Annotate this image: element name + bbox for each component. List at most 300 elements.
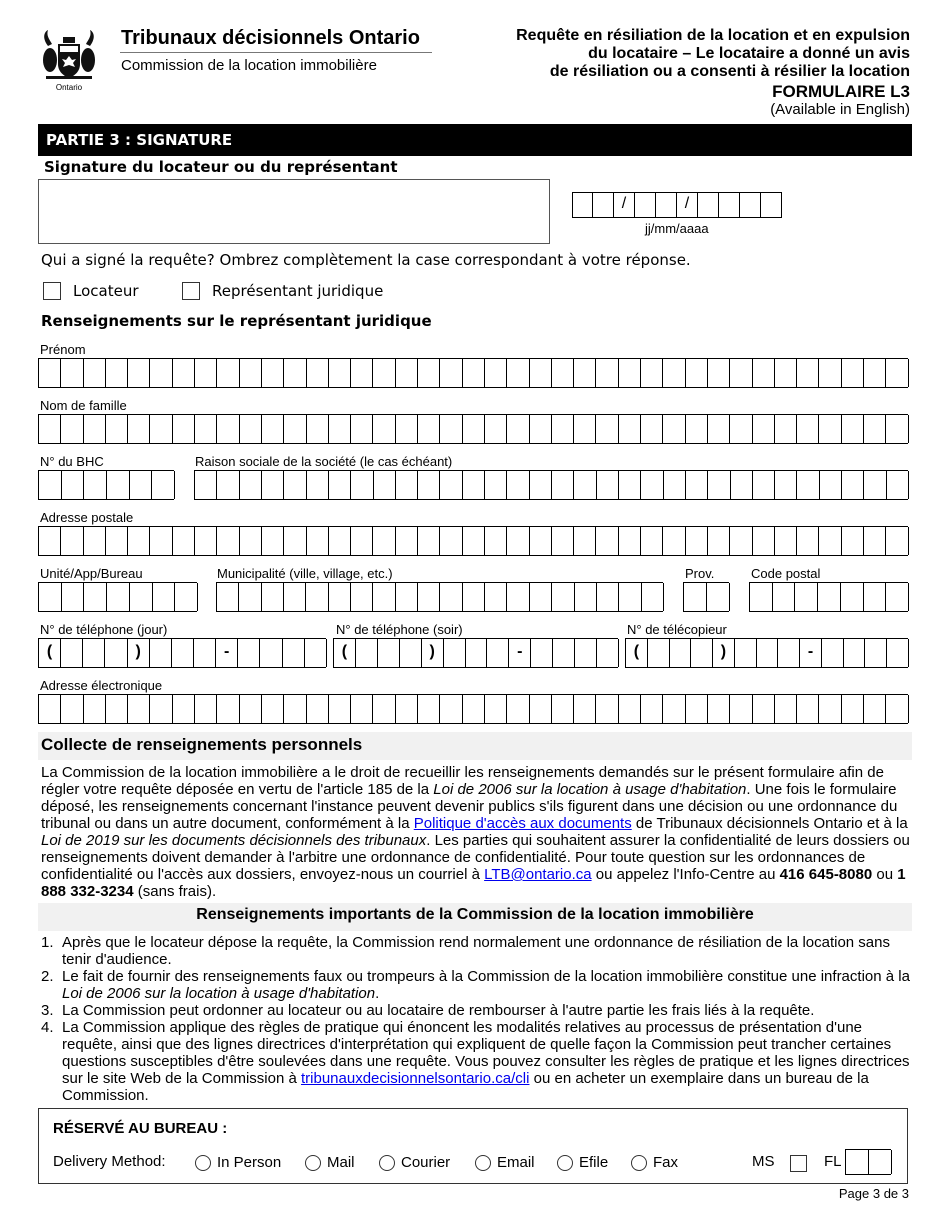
char-box [150, 415, 172, 443]
char-box [351, 359, 373, 387]
char-box [329, 471, 351, 499]
char-box [485, 471, 507, 499]
office-use-box [38, 1108, 908, 1184]
char-box [418, 527, 440, 555]
char-box [356, 639, 378, 667]
signature-box[interactable] [38, 179, 550, 244]
char-box [530, 583, 552, 611]
paren-close: ) [128, 639, 150, 667]
char-box [105, 639, 127, 667]
char-box [619, 527, 641, 555]
ms-label: MS [752, 1153, 775, 1170]
char-box [886, 583, 909, 611]
char-box [730, 527, 752, 555]
char-box [173, 359, 195, 387]
char-box [819, 527, 841, 555]
list-item [41, 934, 913, 968]
char-box [641, 527, 663, 555]
char-box [39, 695, 61, 723]
char-box [864, 359, 886, 387]
fl-label: FL [824, 1153, 842, 1170]
landlord-label: Locateur [73, 282, 139, 300]
char-box [307, 471, 329, 499]
list-text: . [375, 985, 380, 1002]
char-box [887, 639, 909, 667]
char-box [262, 471, 284, 499]
char-box [238, 639, 260, 667]
courier-label: Courier [401, 1154, 451, 1171]
date-format-label: jj/mm/aaaa [645, 221, 709, 236]
list-text: Après que le locateur dépose la requête, la Commission rend normalement une ordonnance de résiliation de la location sans tenir d'audience. [62, 934, 890, 968]
char-box [128, 359, 150, 387]
first-name-field[interactable] [38, 358, 908, 388]
char-box [641, 695, 663, 723]
char-box [284, 471, 306, 499]
char-box [869, 1150, 892, 1174]
char-box [648, 639, 670, 667]
char-box [708, 415, 730, 443]
phone-evening-label: N° de téléphone (soir) [336, 622, 463, 637]
form-title-line: de résiliation ou a consenti à résilier la location [549, 63, 910, 80]
phone-evening-field[interactable] [333, 638, 618, 668]
char-box [239, 583, 261, 611]
part-title-bar: PARTIE 3 : SIGNATURE [38, 124, 912, 156]
char-box [440, 359, 462, 387]
char-box [530, 359, 552, 387]
char-box [463, 695, 485, 723]
org-subtitle: Commission de la location immobilière [121, 57, 377, 74]
char-box [619, 359, 641, 387]
lso-number-field[interactable] [38, 470, 174, 500]
signer-question: Qui a signé la requête? Ombrez complètement la case correspondant à votre réponse. [41, 251, 691, 269]
in-person-radio[interactable] [195, 1155, 211, 1171]
act-title: Loi de 2006 sur la location à usage d'habitation [62, 985, 376, 1002]
char-box [152, 471, 175, 499]
char-box [552, 471, 574, 499]
char-box [797, 415, 819, 443]
access-policy-link[interactable]: Politique d'accès aux documents [413, 815, 632, 832]
privacy-text: ou appelez l'Info-Centre au [591, 866, 780, 883]
char-box [444, 639, 466, 667]
char-box [84, 471, 107, 499]
char-box [691, 639, 713, 667]
form-number: FORMULAIRE L3 [772, 82, 910, 101]
char-box [373, 695, 395, 723]
char-box [128, 527, 150, 555]
fax-label: N° de télécopieur [627, 622, 727, 637]
char-box [663, 695, 685, 723]
char-box [864, 527, 886, 555]
char-box [753, 695, 775, 723]
fl-field[interactable] [845, 1149, 891, 1175]
char-box [61, 359, 83, 387]
char-box [485, 583, 507, 611]
char-box [351, 471, 373, 499]
char-box [708, 695, 730, 723]
char-box [842, 471, 864, 499]
last-name-field[interactable] [38, 414, 908, 444]
char-box [708, 471, 730, 499]
char-box [396, 583, 418, 611]
char-box [83, 639, 105, 667]
date-separator: / [614, 193, 635, 217]
char-box [864, 583, 887, 611]
char-box [735, 639, 757, 667]
char-box [128, 695, 150, 723]
email-field[interactable] [38, 694, 908, 724]
char-box [284, 359, 306, 387]
char-box [329, 695, 351, 723]
char-box [106, 695, 128, 723]
char-box [731, 471, 753, 499]
delivery-in-person[interactable] [195, 1154, 281, 1171]
char-box [400, 639, 422, 667]
char-box [887, 471, 909, 499]
char-box [284, 415, 306, 443]
char-box [217, 695, 239, 723]
char-box [619, 471, 641, 499]
char-box [552, 695, 574, 723]
char-box [597, 583, 619, 611]
char-box [797, 359, 819, 387]
char-box [463, 583, 485, 611]
char-box [150, 359, 172, 387]
municipality-label: Municipalité (ville, village, etc.) [217, 566, 393, 581]
privacy-text: La Commission de la location immobilière a le droit de recueillir les renseignements demandés sur le présent formulaire afin de régler votre requête déposée en vertu de l'article 185 de la [41, 764, 884, 798]
char-box [663, 527, 685, 555]
char-box [750, 583, 773, 611]
ontario-coat-of-arms-logo [36, 26, 102, 92]
char-box [530, 415, 552, 443]
char-box [240, 415, 262, 443]
office-use-heading: RÉSERVÉ AU BUREAU : [53, 1120, 228, 1137]
legal-rep-checkbox[interactable] [182, 282, 200, 300]
mail-radio[interactable] [305, 1155, 321, 1171]
char-box [107, 583, 130, 611]
first-name-label: Prénom [40, 342, 86, 357]
char-box [283, 639, 305, 667]
list-text: ou en acheter un exemplaire dans un bureau de la Commission. [62, 1070, 869, 1104]
ltb-email-link[interactable]: LTB@ontario.ca [484, 866, 592, 883]
last-name-label: Nom de famille [40, 398, 127, 413]
lso-label: N° du BHC [40, 454, 104, 469]
char-box [865, 639, 887, 667]
list-number: 3. [41, 1002, 54, 1019]
char-box [440, 695, 462, 723]
legal-rep-label: Représentant juridique [212, 282, 384, 300]
char-box [463, 527, 485, 555]
char-box [240, 471, 262, 499]
char-box [284, 583, 306, 611]
char-box [84, 359, 106, 387]
char-box [329, 527, 351, 555]
char-box [844, 639, 866, 667]
rep-heading: Renseignements sur le représentant juridique [41, 312, 432, 330]
privacy-heading: Collecte de renseignements personnels [41, 735, 363, 754]
char-box [84, 583, 107, 611]
date-separator: / [677, 193, 698, 217]
char-box [195, 359, 217, 387]
privacy-text: (sans frais). [133, 883, 217, 900]
char-box [684, 583, 707, 611]
char-box [463, 415, 485, 443]
paren-close: ) [422, 639, 444, 667]
list-item [41, 1019, 913, 1104]
char-box [173, 695, 195, 723]
char-box [130, 583, 153, 611]
char-box [708, 359, 730, 387]
province-label: Prov. [685, 566, 715, 581]
email-label: Adresse électronique [40, 678, 163, 693]
char-box [670, 639, 692, 667]
fax-field[interactable] [625, 638, 908, 668]
privacy-text: de Tribunaux décisionnels Ontario et à la [631, 815, 908, 832]
char-box [130, 471, 153, 499]
char-box [307, 695, 329, 723]
important-list [41, 934, 913, 1104]
char-box [463, 471, 485, 499]
char-box [172, 639, 194, 667]
char-box [260, 639, 282, 667]
char-box [217, 583, 239, 611]
postal-code-field[interactable] [749, 582, 908, 612]
privacy-act-title: Loi de 2006 sur la location à usage d'habitation [433, 781, 747, 798]
municipality-field[interactable] [216, 582, 663, 612]
char-box [373, 415, 395, 443]
char-box [641, 359, 663, 387]
paren-open: ( [39, 639, 61, 667]
char-box [842, 415, 864, 443]
char-box [842, 695, 864, 723]
char-box [373, 527, 395, 555]
paren-close: ) [713, 639, 735, 667]
logo-caption: Ontario [55, 83, 83, 92]
char-box [686, 415, 708, 443]
char-box [552, 583, 574, 611]
privacy-act-title: Loi de 2019 sur les documents décisionnels des tribunaux [41, 832, 427, 849]
char-box [530, 695, 552, 723]
char-box [440, 415, 462, 443]
char-box [284, 695, 306, 723]
org-name: Tribunaux décisionnels Ontario [121, 27, 420, 49]
char-box [686, 695, 708, 723]
char-box [530, 471, 552, 499]
form-title-line: Requête en résiliation de la location et en expulsion [516, 27, 910, 44]
char-box [619, 415, 641, 443]
char-box [106, 527, 128, 555]
efile-radio[interactable] [557, 1155, 573, 1171]
char-box [663, 415, 685, 443]
char-box [708, 527, 730, 555]
char-box [775, 471, 797, 499]
char-box [418, 359, 440, 387]
option-legal-rep[interactable] [182, 282, 383, 300]
char-box [150, 527, 172, 555]
form-title-line: du locataire – Le locataire a donné un avis [588, 45, 910, 62]
char-box [773, 583, 796, 611]
char-box [396, 527, 418, 555]
ltb-website-link[interactable]: tribunauxdecisionnelsontario.ca/cli [300, 1070, 530, 1087]
list-number: 4. [41, 1019, 54, 1036]
char-box [262, 359, 284, 387]
char-box [753, 471, 775, 499]
char-box [886, 415, 908, 443]
char-box [307, 359, 329, 387]
char-box [485, 415, 507, 443]
tollfree-phone: 1 888 332-3234 [41, 866, 906, 900]
char-box [686, 359, 708, 387]
char-box [418, 583, 440, 611]
char-box [886, 695, 908, 723]
char-box [84, 695, 106, 723]
char-box [217, 415, 239, 443]
char-box [418, 695, 440, 723]
char-box [641, 415, 663, 443]
delivery-mail[interactable] [305, 1154, 355, 1171]
province-field[interactable] [683, 582, 729, 612]
char-box [374, 471, 396, 499]
delivery-fax[interactable] [631, 1154, 678, 1171]
date-field[interactable] [572, 192, 782, 218]
page-number: Page 3 de 3 [838, 1186, 909, 1201]
courier-radio[interactable] [379, 1155, 395, 1171]
char-box [596, 359, 618, 387]
char-box [886, 527, 908, 555]
char-box [819, 359, 841, 387]
char-box [440, 471, 462, 499]
dash: - [216, 639, 238, 667]
email-radio[interactable] [475, 1155, 491, 1171]
char-box [306, 583, 328, 611]
char-box [262, 415, 284, 443]
char-box [596, 527, 618, 555]
char-box [686, 471, 708, 499]
char-box [351, 695, 373, 723]
mailing-address-field[interactable] [38, 526, 908, 556]
company-name-field[interactable] [194, 470, 908, 500]
char-box [485, 527, 507, 555]
char-box [307, 415, 329, 443]
char-box [664, 471, 686, 499]
char-box [463, 359, 485, 387]
char-box [217, 471, 239, 499]
mail-label: Mail [327, 1154, 355, 1171]
char-box [440, 583, 462, 611]
char-box [597, 471, 619, 499]
char-box [150, 639, 172, 667]
fax-method-label: Fax [653, 1154, 679, 1171]
char-box [195, 415, 217, 443]
list-item [41, 1002, 913, 1019]
char-box [39, 583, 62, 611]
option-landlord[interactable] [43, 282, 139, 300]
ms-checkbox[interactable] [790, 1155, 807, 1172]
char-box [574, 415, 596, 443]
privacy-paragraph [41, 764, 913, 900]
list-item [41, 968, 913, 1002]
char-box [663, 359, 685, 387]
char-box [240, 527, 262, 555]
privacy-text: ou [872, 866, 898, 883]
char-box [530, 527, 552, 555]
list-number: 1. [41, 934, 54, 951]
char-box [61, 695, 83, 723]
postal-code-label: Code postal [751, 566, 821, 581]
in-person-label: In Person [217, 1154, 282, 1171]
char-box [378, 639, 400, 667]
char-box [61, 527, 83, 555]
char-box [106, 359, 128, 387]
char-box [305, 639, 327, 667]
char-box [329, 359, 351, 387]
char-box [730, 359, 752, 387]
char-box [61, 415, 83, 443]
char-box [396, 695, 418, 723]
char-box [175, 583, 198, 611]
char-box [61, 639, 83, 667]
char-box [864, 695, 886, 723]
char-box [686, 527, 708, 555]
signature-heading: Signature du locateur ou du représentant [44, 158, 398, 176]
char-box [84, 415, 106, 443]
char-box [466, 639, 488, 667]
char-box [262, 527, 284, 555]
char-box [507, 583, 529, 611]
char-box [396, 471, 418, 499]
char-box [307, 527, 329, 555]
privacy-text: . Les parties qui souhaitent assurer la confidentialité de leurs dossiers ou renseignements doivent demander à l'arbitre une ordonnance de confidentialité. Pour toute question sur les ordonnances de confidentialité ou l'accès aux dossiers, envoyez-nous un courriel à [41, 832, 910, 883]
unit-field[interactable] [38, 582, 197, 612]
infocentre-phone: 416 645-8080 [779, 866, 873, 883]
char-box [217, 527, 239, 555]
char-box [575, 583, 597, 611]
char-box [195, 471, 217, 499]
char-box [819, 415, 841, 443]
delivery-method-label: Delivery Method: [53, 1153, 166, 1170]
char-box [329, 583, 351, 611]
char-box [150, 695, 172, 723]
phone-day-field[interactable] [38, 638, 326, 668]
char-box [864, 471, 886, 499]
char-box [574, 359, 596, 387]
char-box [329, 415, 351, 443]
char-box [262, 695, 284, 723]
char-box [797, 695, 819, 723]
delivery-courier[interactable] [379, 1154, 450, 1171]
header-divider [120, 52, 432, 53]
list-text: La Commission applique des règles de pratique qui énoncent les modalités relatives au processus de présentation d'une requête, ainsi que des lignes directrices d'interprétation qui expliquent de quelle façon la Commission peut trancher certaines questions susceptibles d'être soulevées dans une requête. Vous pouvez consulter les règles de pratique et les lignes directrices sur le site Web de la Commission à [62, 1019, 910, 1087]
char-box [619, 695, 641, 723]
char-box [757, 639, 779, 667]
char-box [128, 415, 150, 443]
delivery-email[interactable] [475, 1154, 535, 1171]
char-box [842, 359, 864, 387]
available-in-english: (Available in English) [770, 101, 910, 118]
char-box [396, 359, 418, 387]
char-box [886, 359, 908, 387]
landlord-checkbox[interactable] [43, 282, 61, 300]
char-box [775, 527, 797, 555]
efile-label: Efile [579, 1154, 609, 1171]
fax-radio[interactable] [631, 1155, 647, 1171]
delivery-efile[interactable] [557, 1154, 608, 1171]
char-box [707, 583, 730, 611]
char-box [730, 415, 752, 443]
char-box [818, 583, 841, 611]
char-box [553, 639, 575, 667]
char-box [753, 527, 775, 555]
char-box [351, 527, 373, 555]
